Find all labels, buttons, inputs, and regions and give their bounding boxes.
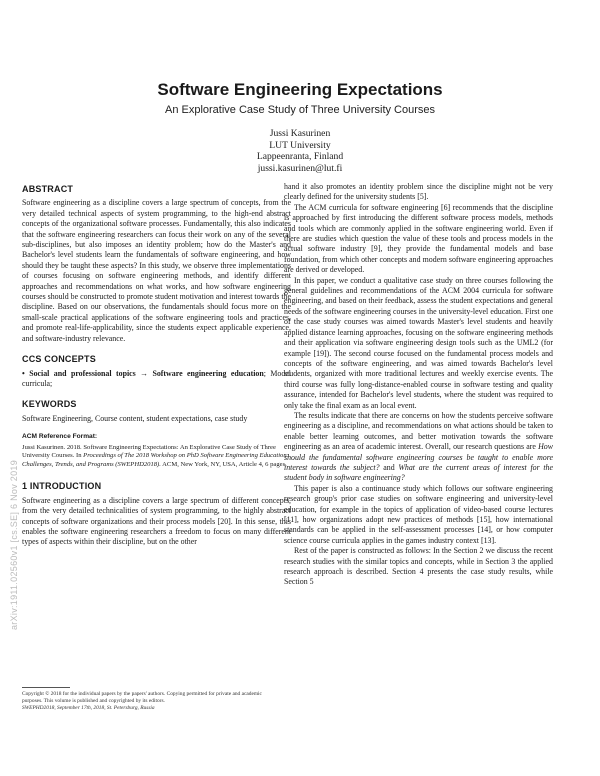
reference-format-venue: Proceedings of The 2018 Workshop on PhD Software Engineering Education: Challenges, Trends, and Programs (SWEPHD2018). bbox=[22, 452, 289, 468]
footnote-divider bbox=[22, 687, 70, 688]
reference-format-part: Jussi Kasurinen. 2018. Software Engineering Expectations: An Explorative Case Study of Three University Courses. In bbox=[22, 443, 276, 460]
intro-paragraph-study: In this paper, we conduct a qualitative case study on three courses following the general guidelines and recommendations of the ACM 2004 curricula for software engineering, and based on their feedback, assess the student expectations and general needs of the software engineering courses in the university-level education. First one of the case study courses was aimed towards Master's level students and heavily applied distance learning approaches, focusing on the software engineering methods and their application via software engineering design tools such as the UML2 (for example [19]). The second course focused on the fundamental process models and concepts of the software engineering, and was aimed towards Bachelor's level students, organized with more traditional lectures and weekly exercise events. The third course was fully long-distance-enabled course in software testing and quality assurance, intended for Bachelor's level students, where the student was required to only take the final exam as an local event. bbox=[284, 275, 553, 410]
introduction-left-text: Software engineering as a discipline covers a large spectrum of different concepts, from the very detailed technicalities of system programming, to the highly abstract concepts of software organizations and their process models [20]. In this sense, this enables the software engineering researchers a freedom to focus on many different types of aspects within their discipline, but on the other bbox=[22, 495, 291, 547]
research-question-1: How should the fundamental software engineering courses be taught to enable more interest towards the subject? bbox=[284, 442, 553, 472]
author-email[interactable]: jussi.kasurinen@lut.fi bbox=[257, 162, 343, 174]
author-affiliation: LUT University bbox=[269, 139, 331, 151]
keywords-heading: KEYWORDS bbox=[22, 399, 77, 410]
intro-paragraph-acm: The ACM curricula for software engineering [6] recommends that the discipline is approached by first introducing the different software process models, methods and tools which are commonly applied in the software engineering world. Even if there are studies which question the value of these tools and process models in the actual software industry [9], they provide the fundamental models and base foundation, from which other concepts and modern software engineering approaches are derived or developed. bbox=[284, 202, 553, 275]
copyright-footnote bbox=[22, 687, 272, 712]
arxiv-stamp bbox=[0, 330, 22, 630]
paper-title: Software Engineering Expectations bbox=[157, 80, 443, 99]
results-text: and bbox=[379, 462, 399, 472]
ccs-secondary-concept: ; Model curricula; bbox=[22, 368, 291, 388]
reference-format-text bbox=[22, 444, 291, 470]
right-column bbox=[284, 182, 553, 588]
intro-paragraph-continued: hand it also promotes an identity problem since the discipline might not be very clearly defined for the university students [5]. bbox=[284, 182, 553, 202]
intro-paragraph-results bbox=[284, 411, 553, 484]
results-text: The results indicate that there are concerns on how the students perceive software engineering as a discipline, and recommendations on what actions should be taken to enable better learning outcomes, and better motivation towards the software engineering as an area of academic interest. Overall, our research questions are bbox=[284, 410, 553, 452]
research-question-2: What are the current areas of interest for the student body in software engineering? bbox=[284, 462, 553, 483]
abstract-heading: ABSTRACT bbox=[22, 184, 74, 194]
author-location: Lappeenranta, Finland bbox=[256, 151, 344, 163]
introduction-heading: 1 INTRODUCTION bbox=[22, 481, 102, 492]
copyright-text: Copyright © 2018 for the individual papers by the papers' authors. Copying permitted for private and academic purposes. This volume is published and copyrighted by its editors. bbox=[22, 691, 262, 704]
ccs-heading: CCS CONCEPTS bbox=[22, 354, 96, 365]
author-name: Jussi Kasurinen bbox=[269, 128, 331, 139]
left-column bbox=[22, 184, 291, 548]
ccs-primary-concept: • Social and professional topics → Software engineering education bbox=[22, 368, 264, 378]
arxiv-stamp-text: arXiv:1911.02560v1 [cs.SE] 6 Nov 2019 bbox=[9, 459, 19, 630]
author-block bbox=[0, 128, 600, 174]
reference-format-heading: ACM Reference Format: bbox=[22, 433, 98, 441]
abstract-text: Software engineering as a discipline covers a large spectrum of concepts, from the very detailed technical aspects of system programming, to the high-end abstract concepts of the organizational software processes. Fundamentally, this also indicates that the software engineering researchers can focus their work on any of the several sub-disciplines, but also imposes an identity problem; how do the Master's and Bachelor's level students learn the fundamentals of software engineering, and how should they be taught these aspects? In this study, we observe three implementations of courses focusing on software engineering methods, and identify different approaches and recommendations on what works, and how software engineering courses should be constructed to promote student motivation and interest towards the discipline. Based on our observations, the fundamentals should focus more on the small-scale practical applications of the software engineering tools and practices, and promote real-life-applicability, since the students expect applicable experience, and software-industry relevance. bbox=[22, 198, 291, 343]
ccs-text bbox=[22, 369, 291, 390]
paper-subtitle: An Explorative Case Study of Three University Courses bbox=[164, 104, 436, 116]
intro-paragraph-continuance: This paper is also a continuance study which follows our software engineering research group's prior case studies on software engineering and university-level education, for example in the topics of application of video-based course lectures [11], how organizations adopt new practices of methods [15], how international standards can be applied in the self-assessment processes [14], or how computer science course curricula applies in the games industry context [13]. bbox=[284, 483, 553, 545]
keywords-text: Software Engineering, Course content, student expectations, case study bbox=[22, 413, 248, 423]
reference-format-part: ACM, New York, NY, USA, Article 4, 6 pages. bbox=[160, 460, 287, 468]
conference-info: SWEPHD2018, September 17th, 2018, St. Petersburg, Russia bbox=[22, 705, 155, 711]
intro-paragraph-structure: Rest of the paper is constructed as follows: In the Section 2 we discuss the recent research studies with the similar topics and concepts, while in Section 3 the applied research approach is described. Section 4 presents the case study results, while Section 5 bbox=[284, 546, 553, 587]
